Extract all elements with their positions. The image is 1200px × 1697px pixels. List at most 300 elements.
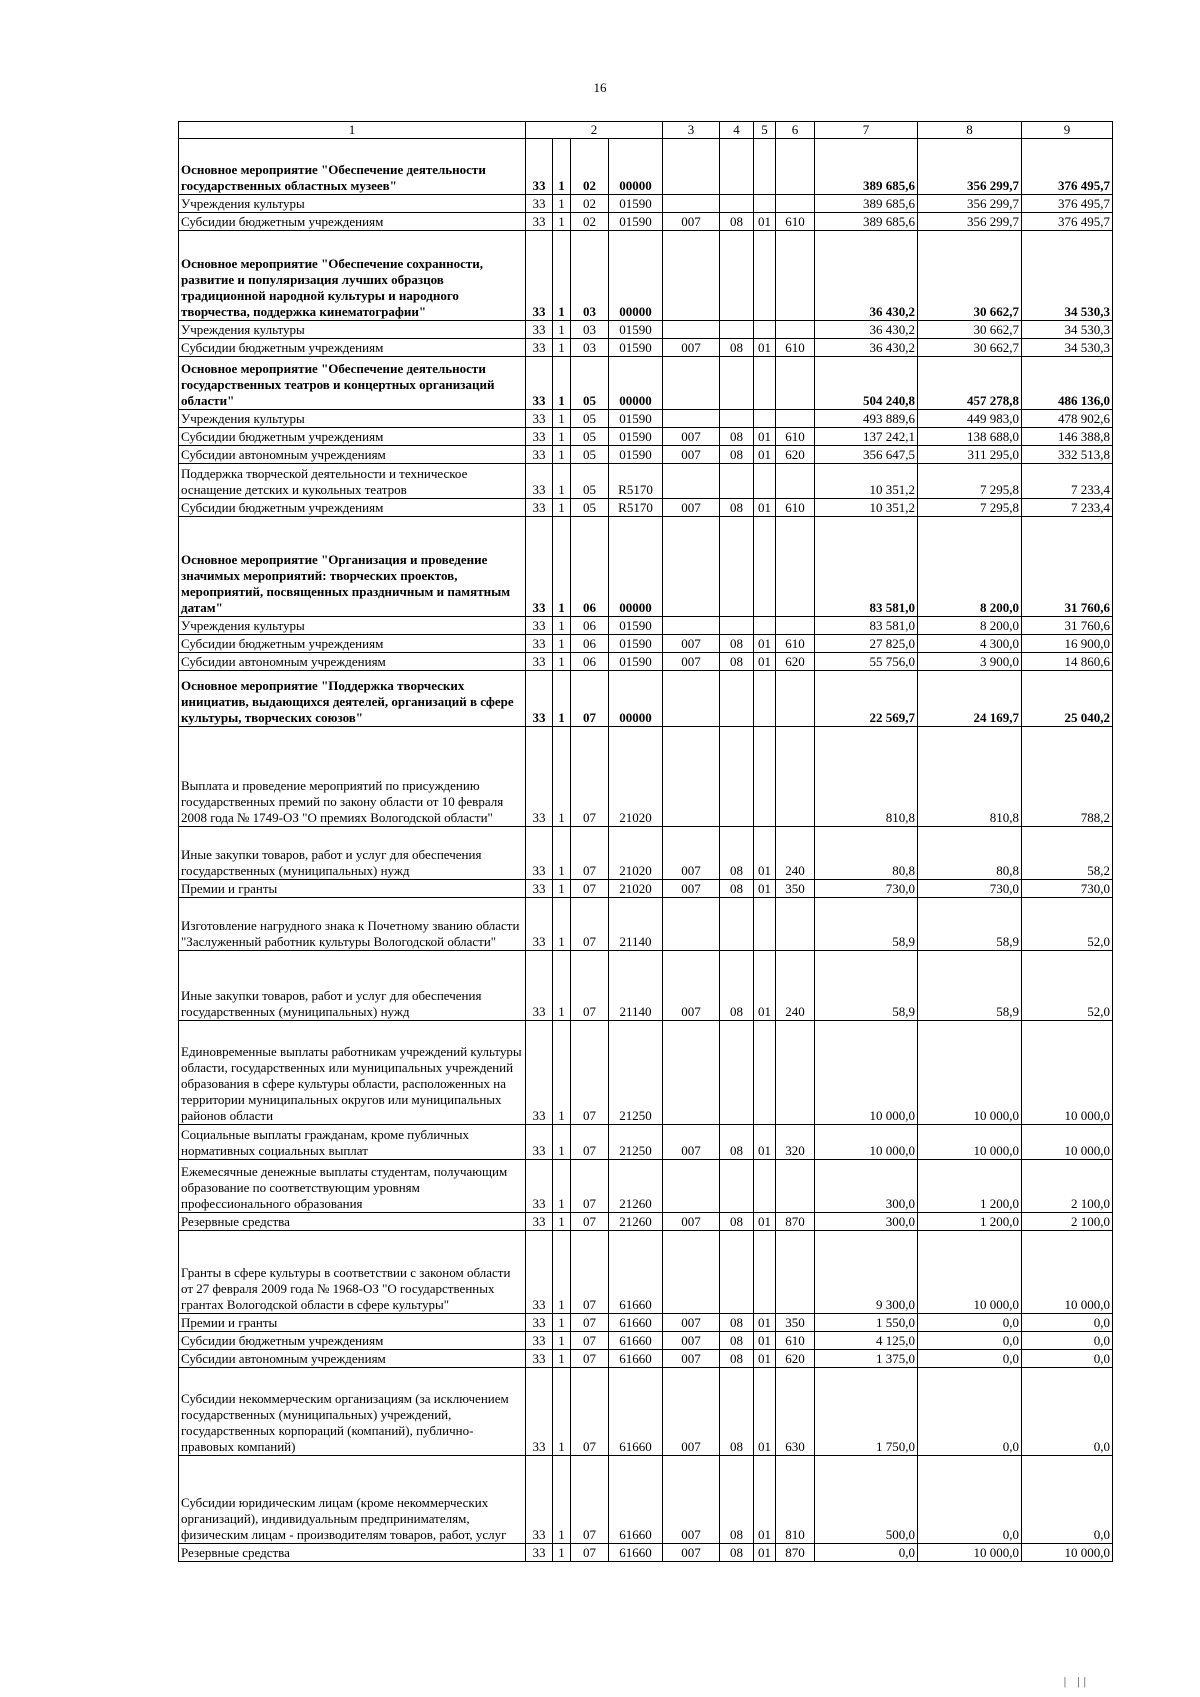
code-program: 33 [526, 139, 553, 195]
code-section [720, 1021, 754, 1125]
amount-year-2: 0,0 [918, 1332, 1022, 1350]
code-direction: 21140 [609, 898, 663, 951]
code-event: 02 [571, 139, 609, 195]
code-subprogram: 1 [553, 195, 571, 213]
code-subprogram: 1 [553, 1368, 571, 1456]
table-row [179, 517, 1113, 617]
code-program: 33 [526, 951, 553, 1021]
code-expense-type: 610 [776, 213, 815, 231]
code-subprogram: 1 [553, 898, 571, 951]
row-name: Субсидии бюджетным учреждениям [179, 635, 526, 653]
code-subsection: 01 [754, 951, 776, 1021]
code-ministry: 007 [663, 951, 720, 1021]
code-direction: 01590 [609, 446, 663, 464]
code-subprogram: 1 [553, 727, 571, 827]
code-ministry: 007 [663, 213, 720, 231]
table-row [179, 1368, 1113, 1456]
amount-year-3: 0,0 [1022, 1368, 1113, 1456]
code-expense-type: 610 [776, 339, 815, 357]
budget-table [178, 121, 1113, 1562]
code-ministry: 007 [663, 1456, 720, 1544]
code-direction: 21250 [609, 1125, 663, 1160]
code-subsection: 01 [754, 653, 776, 671]
code-expense-type: 240 [776, 827, 815, 880]
amount-year-1: 0,0 [815, 1544, 918, 1562]
code-event: 07 [571, 827, 609, 880]
code-direction: 00000 [609, 357, 663, 410]
amount-year-2: 10 000,0 [918, 1125, 1022, 1160]
code-subprogram: 1 [553, 231, 571, 321]
code-expense-type [776, 898, 815, 951]
table-row [179, 1021, 1113, 1125]
amount-year-2: 356 299,7 [918, 213, 1022, 231]
code-direction: 00000 [609, 139, 663, 195]
table-row [179, 653, 1113, 671]
code-program: 33 [526, 1021, 553, 1125]
amount-year-2: 58,9 [918, 898, 1022, 951]
amount-year-3: 14 860,6 [1022, 653, 1113, 671]
column-header-4: 4 [720, 122, 754, 139]
code-subsection: 01 [754, 446, 776, 464]
code-section: 08 [720, 827, 754, 880]
code-ministry: 007 [663, 1544, 720, 1562]
amount-year-1: 500,0 [815, 1456, 918, 1544]
amount-year-2: 311 295,0 [918, 446, 1022, 464]
table-row [179, 231, 1113, 321]
amount-year-1: 58,9 [815, 951, 918, 1021]
code-expense-type [776, 727, 815, 827]
code-direction: 00000 [609, 517, 663, 617]
amount-year-1: 730,0 [815, 880, 918, 898]
column-header-8: 8 [918, 122, 1022, 139]
code-subprogram: 1 [553, 139, 571, 195]
row-name: Резервные средства [179, 1544, 526, 1562]
code-ministry [663, 464, 720, 499]
amount-year-2: 30 662,7 [918, 321, 1022, 339]
code-event: 02 [571, 213, 609, 231]
code-section [720, 410, 754, 428]
amount-year-2: 449 983,0 [918, 410, 1022, 428]
code-subprogram: 1 [553, 339, 571, 357]
code-direction: 01590 [609, 635, 663, 653]
row-name: Учреждения культуры [179, 195, 526, 213]
code-subprogram: 1 [553, 1456, 571, 1544]
code-subsection [754, 357, 776, 410]
row-name: Премии и гранты [179, 1314, 526, 1332]
code-subsection [754, 898, 776, 951]
amount-year-2: 10 000,0 [918, 1021, 1022, 1125]
amount-year-3: 376 495,7 [1022, 213, 1113, 231]
amount-year-2: 7 295,8 [918, 464, 1022, 499]
code-subsection: 01 [754, 1544, 776, 1562]
amount-year-2: 80,8 [918, 827, 1022, 880]
code-section: 08 [720, 1314, 754, 1332]
amount-year-3: 25 040,2 [1022, 671, 1113, 727]
code-subsection [754, 1160, 776, 1213]
code-ministry: 007 [663, 1368, 720, 1456]
code-program: 33 [526, 1544, 553, 1562]
code-direction: 61660 [609, 1314, 663, 1332]
code-program: 33 [526, 617, 553, 635]
code-expense-type: 350 [776, 1314, 815, 1332]
code-section [720, 231, 754, 321]
row-name: Субсидии бюджетным учреждениям [179, 339, 526, 357]
code-subsection [754, 727, 776, 827]
code-direction: 21020 [609, 827, 663, 880]
amount-year-1: 10 351,2 [815, 499, 918, 517]
code-subprogram: 1 [553, 1125, 571, 1160]
amount-year-2: 457 278,8 [918, 357, 1022, 410]
amount-year-3: 52,0 [1022, 898, 1113, 951]
row-name: Премии и гранты [179, 880, 526, 898]
amount-year-1: 83 581,0 [815, 617, 918, 635]
row-name: Поддержка творческой деятельности и техническое оснащение детских и кукольных театров [179, 464, 526, 499]
code-subprogram: 1 [553, 1021, 571, 1125]
column-header-5: 5 [754, 122, 776, 139]
code-direction: 61660 [609, 1231, 663, 1314]
code-subprogram: 1 [553, 446, 571, 464]
row-name: Субсидии бюджетным учреждениям [179, 1332, 526, 1350]
table-row [179, 1332, 1113, 1350]
amount-year-1: 1 750,0 [815, 1368, 918, 1456]
amount-year-1: 83 581,0 [815, 517, 918, 617]
row-name: Иные закупки товаров, работ и услуг для обеспечения государственных (муниципальных) нужд [179, 827, 526, 880]
code-ministry [663, 1021, 720, 1125]
code-subsection: 01 [754, 827, 776, 880]
row-name: Резервные средства [179, 1213, 526, 1231]
code-subprogram: 1 [553, 428, 571, 446]
amount-year-3: 58,2 [1022, 827, 1113, 880]
code-program: 33 [526, 653, 553, 671]
amount-year-2: 8 200,0 [918, 617, 1022, 635]
code-event: 03 [571, 339, 609, 357]
code-direction: R5170 [609, 464, 663, 499]
amount-year-2: 30 662,7 [918, 339, 1022, 357]
code-expense-type [776, 195, 815, 213]
code-event: 07 [571, 1456, 609, 1544]
code-event: 07 [571, 1021, 609, 1125]
code-subsection [754, 671, 776, 727]
code-event: 07 [571, 1125, 609, 1160]
table-row [179, 951, 1113, 1021]
code-expense-type [776, 671, 815, 727]
row-name: Выплата и проведение мероприятий по присуждению государственных премий по закону области от 10 февраля 2008 года № 1749-ОЗ "О премиях Вологодской области" [179, 727, 526, 827]
code-section: 08 [720, 213, 754, 231]
code-subprogram: 1 [553, 321, 571, 339]
code-direction: 21020 [609, 880, 663, 898]
code-subprogram: 1 [553, 617, 571, 635]
amount-year-1: 10 000,0 [815, 1021, 918, 1125]
amount-year-3: 730,0 [1022, 880, 1113, 898]
row-name: Изготовление нагрудного знака к Почетному званию области "Заслуженный работник культуры Вологодской области" [179, 898, 526, 951]
code-subsection: 01 [754, 880, 776, 898]
code-event: 07 [571, 1160, 609, 1213]
row-name: Учреждения культуры [179, 410, 526, 428]
row-name: Субсидии некоммерческим организациям (за исключением государственных (муниципальных) учреждений, государственных корпораций (компаний), публично-правовых компаний) [179, 1368, 526, 1456]
amount-year-3: 2 100,0 [1022, 1213, 1113, 1231]
code-subsection: 01 [754, 1368, 776, 1456]
code-subsection [754, 139, 776, 195]
amount-year-3: 7 233,4 [1022, 499, 1113, 517]
table-row [179, 499, 1113, 517]
code-subsection: 01 [754, 635, 776, 653]
row-name: Гранты в сфере культуры в соответствии с законом области от 27 февраля 2009 года № 1968-ОЗ "О государственных грантах Вологодской области в сфере культуры" [179, 1231, 526, 1314]
code-direction: R5170 [609, 499, 663, 517]
code-direction: 01590 [609, 653, 663, 671]
table-row [179, 1213, 1113, 1231]
code-ministry [663, 671, 720, 727]
code-ministry [663, 195, 720, 213]
code-section: 08 [720, 1213, 754, 1231]
code-section: 08 [720, 1332, 754, 1350]
scan-edge-mark: | || [1063, 1674, 1090, 1688]
amount-year-1: 356 647,5 [815, 446, 918, 464]
code-event: 07 [571, 727, 609, 827]
code-section: 08 [720, 951, 754, 1021]
code-expense-type [776, 617, 815, 635]
amount-year-3: 31 760,6 [1022, 517, 1113, 617]
row-name: Субсидии автономным учреждениям [179, 446, 526, 464]
code-subprogram: 1 [553, 1350, 571, 1368]
code-program: 33 [526, 321, 553, 339]
code-section [720, 357, 754, 410]
code-subsection: 01 [754, 1213, 776, 1231]
code-subsection [754, 464, 776, 499]
amount-year-1: 389 685,6 [815, 139, 918, 195]
code-subsection: 01 [754, 1314, 776, 1332]
code-direction: 21140 [609, 951, 663, 1021]
table-row [179, 1350, 1113, 1368]
amount-year-1: 27 825,0 [815, 635, 918, 653]
code-ministry: 007 [663, 1332, 720, 1350]
code-ministry [663, 727, 720, 827]
row-name: Ежемесячные денежные выплаты студентам, получающим образование по соответствующим уровням профессионального образования [179, 1160, 526, 1213]
amount-year-2: 10 000,0 [918, 1544, 1022, 1562]
code-section [720, 727, 754, 827]
amount-year-3: 7 233,4 [1022, 464, 1113, 499]
amount-year-1: 493 889,6 [815, 410, 918, 428]
amount-year-3: 478 902,6 [1022, 410, 1113, 428]
code-ministry [663, 321, 720, 339]
table-row [179, 1160, 1113, 1213]
code-expense-type [776, 1021, 815, 1125]
amount-year-2: 0,0 [918, 1456, 1022, 1544]
code-subprogram: 1 [553, 1213, 571, 1231]
code-direction: 61660 [609, 1350, 663, 1368]
code-subsection [754, 410, 776, 428]
code-section [720, 671, 754, 727]
code-section [720, 464, 754, 499]
code-event: 07 [571, 880, 609, 898]
column-header-7: 7 [815, 122, 918, 139]
amount-year-2: 356 299,7 [918, 139, 1022, 195]
row-name: Субсидии автономным учреждениям [179, 653, 526, 671]
code-event: 05 [571, 464, 609, 499]
code-direction: 61660 [609, 1332, 663, 1350]
table-row [179, 410, 1113, 428]
code-ministry [663, 410, 720, 428]
table-row [179, 898, 1113, 951]
amount-year-3: 332 513,8 [1022, 446, 1113, 464]
code-subsection: 01 [754, 1350, 776, 1368]
code-section: 08 [720, 880, 754, 898]
code-ministry [663, 357, 720, 410]
amount-year-1: 300,0 [815, 1213, 918, 1231]
table-row [179, 827, 1113, 880]
code-ministry [663, 898, 720, 951]
row-name: Субсидии бюджетным учреждениям [179, 428, 526, 446]
code-expense-type: 610 [776, 499, 815, 517]
code-ministry: 007 [663, 1350, 720, 1368]
code-program: 33 [526, 1332, 553, 1350]
code-subsection [754, 321, 776, 339]
code-expense-type [776, 410, 815, 428]
amount-year-3: 10 000,0 [1022, 1231, 1113, 1314]
amount-year-3: 16 900,0 [1022, 635, 1113, 653]
code-section [720, 1231, 754, 1314]
amount-year-3: 10 000,0 [1022, 1021, 1113, 1125]
amount-year-3: 34 530,3 [1022, 321, 1113, 339]
code-program: 33 [526, 428, 553, 446]
amount-year-2: 0,0 [918, 1368, 1022, 1456]
code-expense-type [776, 1231, 815, 1314]
row-name: Субсидии бюджетным учреждениям [179, 213, 526, 231]
amount-year-1: 300,0 [815, 1160, 918, 1213]
row-name: Учреждения культуры [179, 321, 526, 339]
code-event: 05 [571, 446, 609, 464]
row-name: Субсидии автономным учреждениям [179, 1350, 526, 1368]
code-program: 33 [526, 499, 553, 517]
code-program: 33 [526, 213, 553, 231]
code-subprogram: 1 [553, 1544, 571, 1562]
code-subsection [754, 1021, 776, 1125]
code-expense-type [776, 139, 815, 195]
row-name: Социальные выплаты гражданам, кроме публичных нормативных социальных выплат [179, 1125, 526, 1160]
code-expense-type: 870 [776, 1213, 815, 1231]
code-subprogram: 1 [553, 499, 571, 517]
code-event: 07 [571, 1544, 609, 1562]
code-subsection: 01 [754, 428, 776, 446]
code-event: 07 [571, 671, 609, 727]
column-header-3: 3 [663, 122, 720, 139]
code-expense-type: 240 [776, 951, 815, 1021]
code-section: 08 [720, 446, 754, 464]
code-expense-type: 320 [776, 1125, 815, 1160]
code-subprogram: 1 [553, 671, 571, 727]
amount-year-1: 1 375,0 [815, 1350, 918, 1368]
table-row [179, 339, 1113, 357]
amount-year-3: 146 388,8 [1022, 428, 1113, 446]
amount-year-3: 0,0 [1022, 1332, 1113, 1350]
code-event: 06 [571, 653, 609, 671]
code-section [720, 1160, 754, 1213]
code-subsection: 01 [754, 339, 776, 357]
code-program: 33 [526, 446, 553, 464]
code-ministry: 007 [663, 428, 720, 446]
amount-year-2: 1 200,0 [918, 1213, 1022, 1231]
code-program: 33 [526, 635, 553, 653]
code-expense-type [776, 517, 815, 617]
code-ministry: 007 [663, 499, 720, 517]
table-row [179, 321, 1113, 339]
code-event: 05 [571, 410, 609, 428]
code-expense-type: 350 [776, 880, 815, 898]
code-subprogram: 1 [553, 464, 571, 499]
code-program: 33 [526, 880, 553, 898]
code-direction: 01590 [609, 339, 663, 357]
code-program: 33 [526, 410, 553, 428]
table-row [179, 357, 1113, 410]
code-event: 06 [571, 617, 609, 635]
amount-year-3: 376 495,7 [1022, 139, 1113, 195]
amount-year-1: 4 125,0 [815, 1332, 918, 1350]
table-row [179, 1125, 1113, 1160]
code-event: 07 [571, 1368, 609, 1456]
code-program: 33 [526, 1314, 553, 1332]
amount-year-2: 30 662,7 [918, 231, 1022, 321]
code-event: 07 [571, 898, 609, 951]
amount-year-1: 810,8 [815, 727, 918, 827]
code-subprogram: 1 [553, 1332, 571, 1350]
code-subprogram: 1 [553, 951, 571, 1021]
code-expense-type [776, 1160, 815, 1213]
code-ministry [663, 1231, 720, 1314]
code-expense-type [776, 321, 815, 339]
code-expense-type: 870 [776, 1544, 815, 1562]
code-direction: 61660 [609, 1544, 663, 1562]
amount-year-1: 55 756,0 [815, 653, 918, 671]
row-name: Субсидии бюджетным учреждениям [179, 499, 526, 517]
amount-year-2: 7 295,8 [918, 499, 1022, 517]
code-subsection [754, 195, 776, 213]
amount-year-2: 138 688,0 [918, 428, 1022, 446]
amount-year-1: 389 685,6 [815, 213, 918, 231]
code-direction: 01590 [609, 617, 663, 635]
code-section: 08 [720, 1368, 754, 1456]
row-name: Учреждения культуры [179, 617, 526, 635]
code-event: 07 [571, 1350, 609, 1368]
code-ministry: 007 [663, 1125, 720, 1160]
row-name: Основное мероприятие "Организация и проведение значимых мероприятий: творческих проектов, мероприятий, посвященных праздничным и памятным датам" [179, 517, 526, 617]
code-section: 08 [720, 339, 754, 357]
code-expense-type: 630 [776, 1368, 815, 1456]
table-row [179, 464, 1113, 499]
amount-year-2: 58,9 [918, 951, 1022, 1021]
code-ministry: 007 [663, 1314, 720, 1332]
code-program: 33 [526, 517, 553, 617]
code-program: 33 [526, 827, 553, 880]
code-subprogram: 1 [553, 357, 571, 410]
code-program: 33 [526, 1368, 553, 1456]
code-event: 07 [571, 1332, 609, 1350]
column-header-2: 2 [526, 122, 663, 139]
code-direction: 00000 [609, 671, 663, 727]
code-ministry: 007 [663, 653, 720, 671]
code-section [720, 898, 754, 951]
table-row [179, 880, 1113, 898]
code-subprogram: 1 [553, 410, 571, 428]
code-expense-type: 610 [776, 1332, 815, 1350]
code-expense-type: 610 [776, 428, 815, 446]
code-direction: 01590 [609, 428, 663, 446]
amount-year-2: 810,8 [918, 727, 1022, 827]
amount-year-2: 730,0 [918, 880, 1022, 898]
amount-year-2: 1 200,0 [918, 1160, 1022, 1213]
code-program: 33 [526, 1213, 553, 1231]
amount-year-2: 0,0 [918, 1350, 1022, 1368]
amount-year-3: 0,0 [1022, 1314, 1113, 1332]
code-event: 07 [571, 951, 609, 1021]
